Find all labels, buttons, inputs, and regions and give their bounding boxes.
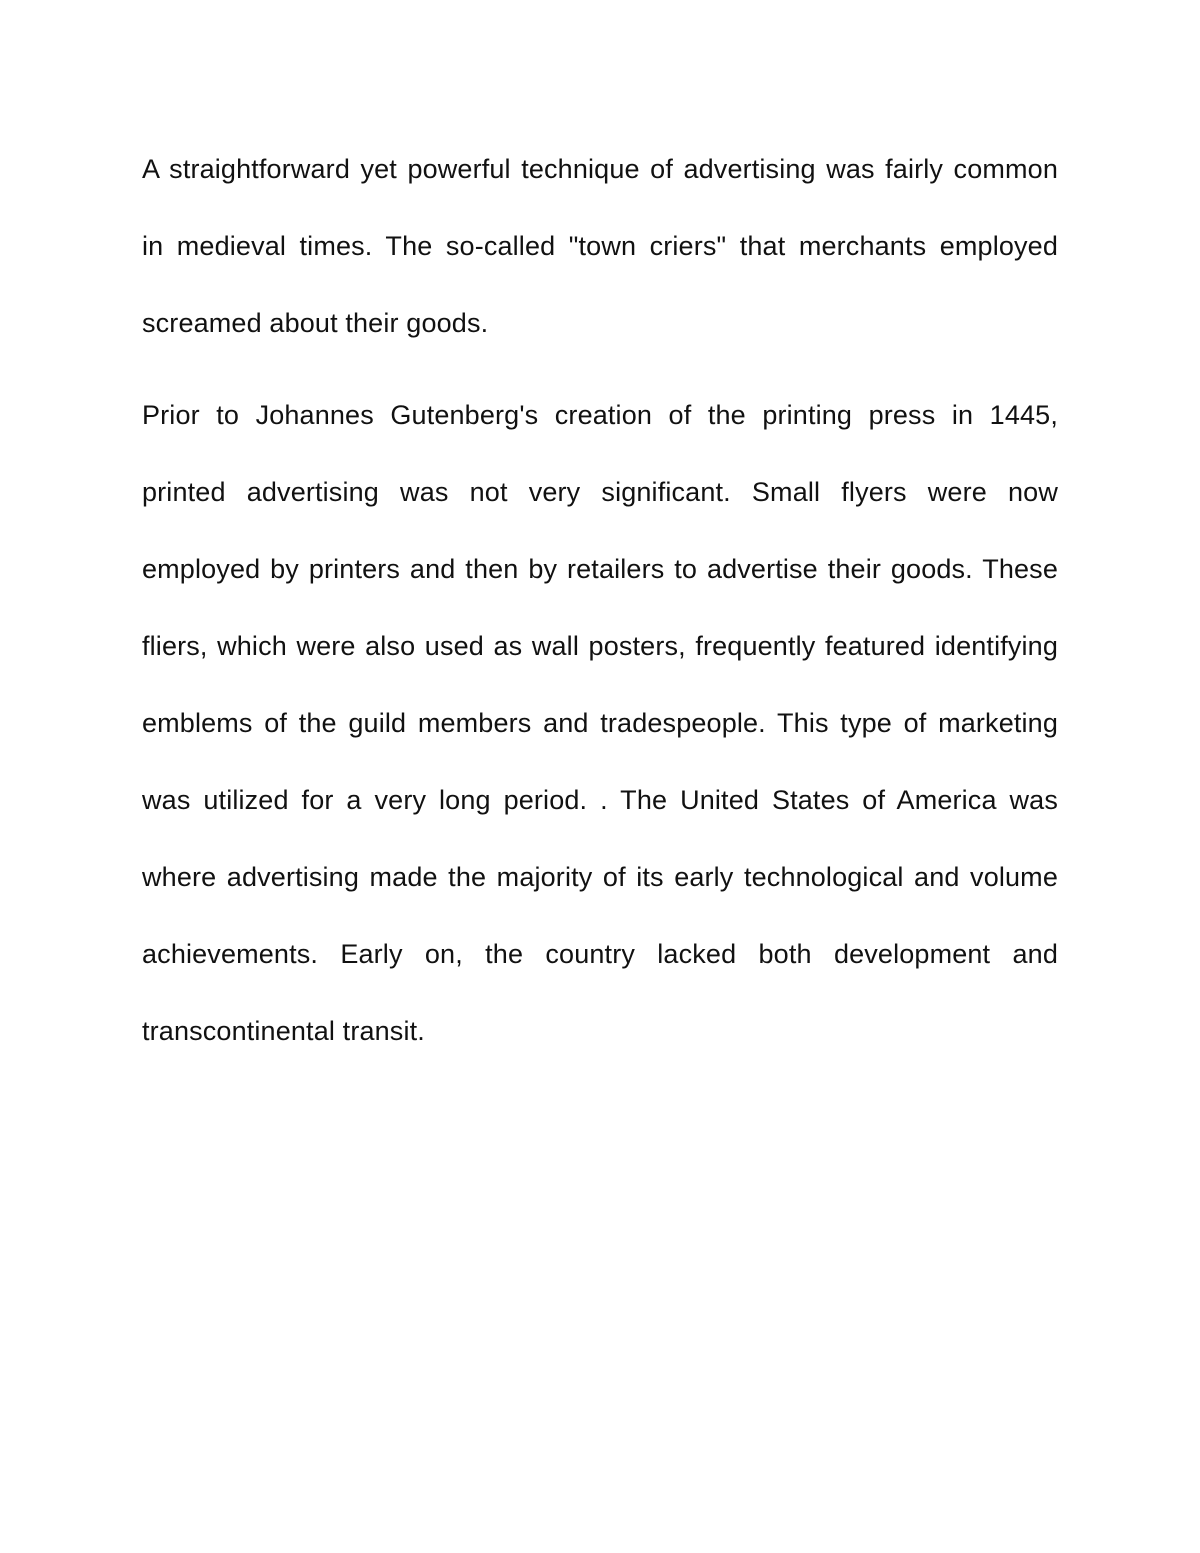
document-body: [142, 131, 1058, 1070]
paragraph-medieval-advertising: A straightforward yet powerful technique of advertising was fairly common in medieval times. The so-called "town criers" that merchants employed screamed about their goods.: [142, 154, 1058, 338]
paragraph-printing-press: Prior to Johannes Gutenberg's creation of the printing press in 1445, printed advertising was not very significant. Small flyers were now employed by printers and then by retailers to advertise their goods. These fliers, which were also used as wall posters, frequently featured identifying emblems of the guild members and tradespeople. This type of marketing was utilized for a very long period. . The United States of America was where advertising made the majority of its early technological and volume achievements. Early on, the country lacked both development and transcontinental transit.: [142, 400, 1058, 1046]
